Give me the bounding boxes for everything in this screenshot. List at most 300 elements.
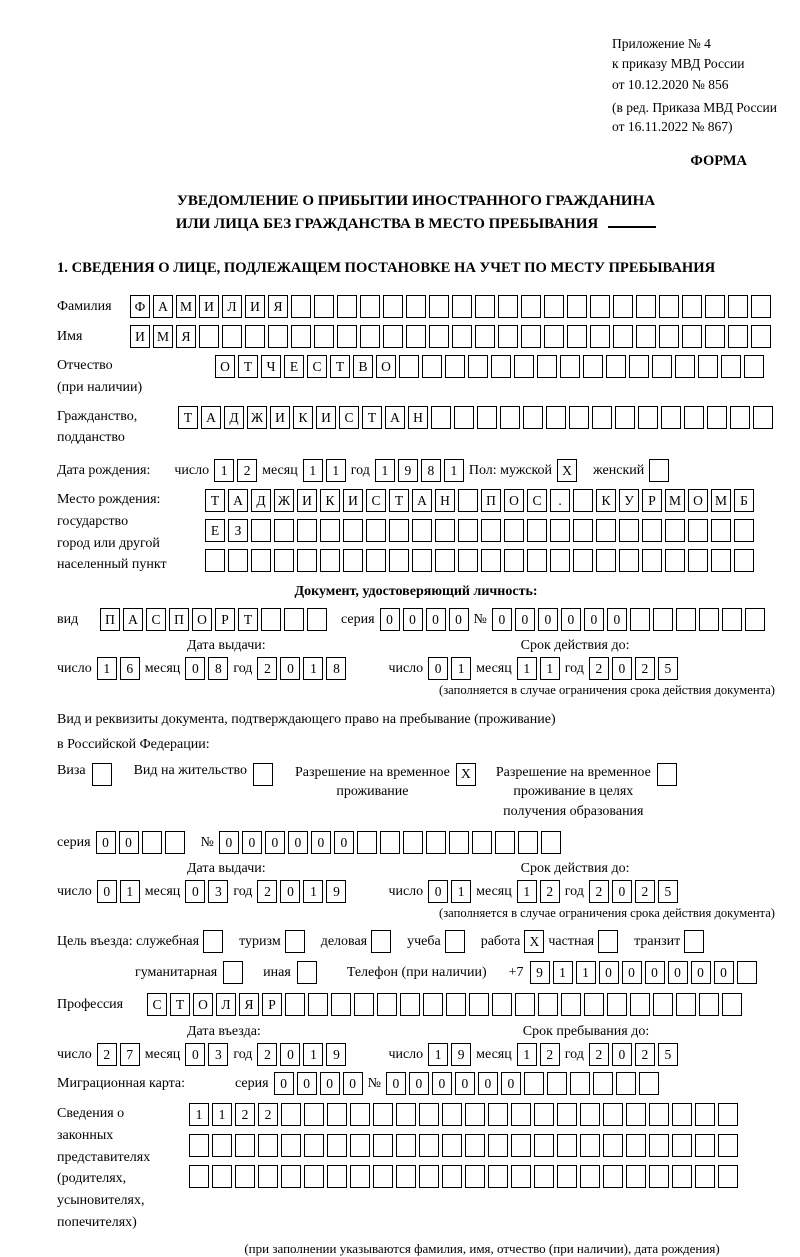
- form-cell[interactable]: [228, 549, 248, 572]
- form-cell[interactable]: [603, 1134, 623, 1157]
- form-cell[interactable]: 2: [635, 657, 655, 680]
- form-cell[interactable]: [619, 549, 639, 572]
- form-cell[interactable]: Т: [330, 355, 350, 378]
- form-cell[interactable]: [557, 1103, 577, 1126]
- form-cell[interactable]: [598, 930, 618, 953]
- form-cell[interactable]: [511, 1165, 531, 1188]
- form-cell[interactable]: 8: [421, 459, 441, 482]
- form-cell[interactable]: [630, 608, 650, 631]
- form-cell[interactable]: [468, 355, 488, 378]
- form-cell[interactable]: [472, 831, 492, 854]
- form-cell[interactable]: [488, 1134, 508, 1157]
- form-cell[interactable]: [659, 295, 679, 318]
- form-cell[interactable]: [722, 993, 742, 1016]
- form-cell[interactable]: [481, 519, 501, 542]
- form-cell[interactable]: [320, 519, 340, 542]
- form-cell[interactable]: Л: [216, 993, 236, 1016]
- form-cell[interactable]: 0: [334, 831, 354, 854]
- form-cell[interactable]: [377, 993, 397, 1016]
- form-cell[interactable]: [343, 519, 363, 542]
- form-cell[interactable]: [142, 831, 162, 854]
- form-cell[interactable]: 2: [635, 1043, 655, 1066]
- form-cell[interactable]: Ж: [247, 406, 267, 429]
- form-cell[interactable]: [458, 549, 478, 572]
- form-cell[interactable]: Т: [362, 406, 382, 429]
- form-cell[interactable]: 0: [515, 608, 535, 631]
- form-cell[interactable]: [426, 831, 446, 854]
- form-cell[interactable]: Н: [408, 406, 428, 429]
- form-cell[interactable]: И: [130, 325, 150, 348]
- form-cell[interactable]: [665, 549, 685, 572]
- form-cell[interactable]: [327, 1103, 347, 1126]
- form-cell[interactable]: [258, 1134, 278, 1157]
- form-cell[interactable]: [590, 325, 610, 348]
- form-cell[interactable]: 1: [576, 961, 596, 984]
- form-cell[interactable]: [343, 549, 363, 572]
- form-cell[interactable]: 0: [242, 831, 262, 854]
- form-cell[interactable]: Б: [734, 489, 754, 512]
- form-cell[interactable]: И: [199, 295, 219, 318]
- form-cell[interactable]: 0: [612, 1043, 632, 1066]
- form-cell[interactable]: [550, 549, 570, 572]
- form-cell[interactable]: 5: [658, 880, 678, 903]
- form-cell[interactable]: [412, 519, 432, 542]
- form-cell[interactable]: 1: [540, 657, 560, 680]
- form-cell[interactable]: [675, 355, 695, 378]
- form-cell[interactable]: [523, 406, 543, 429]
- form-cell[interactable]: [431, 406, 451, 429]
- form-cell[interactable]: [711, 519, 731, 542]
- form-cell[interactable]: [235, 1165, 255, 1188]
- form-cell[interactable]: 1: [212, 1103, 232, 1126]
- form-cell[interactable]: [423, 993, 443, 1016]
- form-cell[interactable]: 0: [185, 1043, 205, 1066]
- form-cell[interactable]: [711, 549, 731, 572]
- form-cell[interactable]: [304, 1165, 324, 1188]
- form-cell[interactable]: [521, 295, 541, 318]
- form-cell[interactable]: А: [123, 608, 143, 631]
- form-cell[interactable]: Т: [178, 406, 198, 429]
- form-cell[interactable]: 1: [214, 459, 234, 482]
- form-cell[interactable]: [189, 1134, 209, 1157]
- form-cell[interactable]: [383, 325, 403, 348]
- form-cell[interactable]: [527, 549, 547, 572]
- form-cell[interactable]: [707, 406, 727, 429]
- form-cell[interactable]: [569, 406, 589, 429]
- form-cell[interactable]: 1: [97, 657, 117, 680]
- form-cell[interactable]: [261, 608, 281, 631]
- form-cell[interactable]: [630, 993, 650, 1016]
- form-cell[interactable]: [504, 519, 524, 542]
- form-cell[interactable]: 1: [444, 459, 464, 482]
- form-cell[interactable]: А: [412, 489, 432, 512]
- form-cell[interactable]: С: [146, 608, 166, 631]
- form-cell[interactable]: [596, 549, 616, 572]
- form-cell[interactable]: [281, 1165, 301, 1188]
- form-cell[interactable]: И: [316, 406, 336, 429]
- form-cell[interactable]: [734, 549, 754, 572]
- form-cell[interactable]: 0: [403, 608, 423, 631]
- form-cell[interactable]: [649, 1103, 669, 1126]
- form-cell[interactable]: X: [456, 763, 476, 786]
- form-cell[interactable]: 1: [517, 1043, 537, 1066]
- form-cell[interactable]: 0: [185, 657, 205, 680]
- form-cell[interactable]: [452, 325, 472, 348]
- form-cell[interactable]: [561, 993, 581, 1016]
- form-cell[interactable]: [366, 549, 386, 572]
- form-cell[interactable]: [435, 519, 455, 542]
- form-cell[interactable]: [688, 519, 708, 542]
- form-cell[interactable]: Ж: [274, 489, 294, 512]
- form-cell[interactable]: 1: [303, 1043, 323, 1066]
- form-cell[interactable]: 2: [589, 657, 609, 680]
- form-cell[interactable]: П: [481, 489, 501, 512]
- form-cell[interactable]: О: [688, 489, 708, 512]
- form-cell[interactable]: [580, 1103, 600, 1126]
- form-cell[interactable]: [212, 1165, 232, 1188]
- form-cell[interactable]: [657, 763, 677, 786]
- form-cell[interactable]: 0: [622, 961, 642, 984]
- form-cell[interactable]: [445, 930, 465, 953]
- form-cell[interactable]: [488, 1165, 508, 1188]
- form-cell[interactable]: 2: [237, 459, 257, 482]
- form-cell[interactable]: X: [557, 459, 577, 482]
- form-cell[interactable]: [327, 1134, 347, 1157]
- form-cell[interactable]: [498, 295, 518, 318]
- form-cell[interactable]: [699, 608, 719, 631]
- form-cell[interactable]: [454, 406, 474, 429]
- form-cell[interactable]: [396, 1165, 416, 1188]
- form-cell[interactable]: [465, 1134, 485, 1157]
- form-cell[interactable]: 0: [584, 608, 604, 631]
- form-cell[interactable]: [403, 831, 423, 854]
- form-cell[interactable]: [350, 1103, 370, 1126]
- form-cell[interactable]: З: [228, 519, 248, 542]
- form-cell[interactable]: С: [339, 406, 359, 429]
- form-cell[interactable]: Д: [251, 489, 271, 512]
- form-cell[interactable]: [350, 1134, 370, 1157]
- form-cell[interactable]: [626, 1134, 646, 1157]
- form-cell[interactable]: 0: [185, 880, 205, 903]
- form-cell[interactable]: 0: [612, 657, 632, 680]
- form-cell[interactable]: К: [320, 489, 340, 512]
- form-cell[interactable]: 0: [428, 880, 448, 903]
- form-cell[interactable]: [274, 519, 294, 542]
- form-cell[interactable]: 0: [343, 1072, 363, 1095]
- form-cell[interactable]: И: [343, 489, 363, 512]
- form-cell[interactable]: [268, 325, 288, 348]
- form-cell[interactable]: Е: [205, 519, 225, 542]
- form-cell[interactable]: 2: [97, 1043, 117, 1066]
- form-cell[interactable]: 8: [208, 657, 228, 680]
- form-cell[interactable]: И: [297, 489, 317, 512]
- form-cell[interactable]: 0: [645, 961, 665, 984]
- form-cell[interactable]: [477, 406, 497, 429]
- form-cell[interactable]: Ч: [261, 355, 281, 378]
- form-cell[interactable]: [718, 1134, 738, 1157]
- form-cell[interactable]: 6: [120, 657, 140, 680]
- form-cell[interactable]: [722, 608, 742, 631]
- form-cell[interactable]: 0: [265, 831, 285, 854]
- form-cell[interactable]: 0: [714, 961, 734, 984]
- form-cell[interactable]: [412, 549, 432, 572]
- form-cell[interactable]: [547, 1072, 567, 1095]
- form-cell[interactable]: 0: [455, 1072, 475, 1095]
- form-cell[interactable]: [274, 549, 294, 572]
- form-cell[interactable]: 1: [303, 459, 323, 482]
- form-cell[interactable]: Н: [435, 489, 455, 512]
- form-cell[interactable]: 0: [561, 608, 581, 631]
- form-cell[interactable]: [291, 295, 311, 318]
- form-cell[interactable]: [350, 1165, 370, 1188]
- form-cell[interactable]: [445, 355, 465, 378]
- form-cell[interactable]: 0: [668, 961, 688, 984]
- form-cell[interactable]: [314, 295, 334, 318]
- form-cell[interactable]: 1: [517, 657, 537, 680]
- form-cell[interactable]: 2: [258, 1103, 278, 1126]
- form-cell[interactable]: [629, 355, 649, 378]
- form-cell[interactable]: [442, 1103, 462, 1126]
- form-cell[interactable]: 0: [280, 1043, 300, 1066]
- form-cell[interactable]: И: [270, 406, 290, 429]
- form-cell[interactable]: Ф: [130, 295, 150, 318]
- form-cell[interactable]: 0: [320, 1072, 340, 1095]
- form-cell[interactable]: 0: [492, 608, 512, 631]
- form-cell[interactable]: 1: [517, 880, 537, 903]
- form-cell[interactable]: [504, 549, 524, 572]
- form-cell[interactable]: [751, 325, 771, 348]
- form-cell[interactable]: 2: [235, 1103, 255, 1126]
- form-cell[interactable]: 0: [280, 880, 300, 903]
- form-cell[interactable]: [419, 1165, 439, 1188]
- form-cell[interactable]: [199, 325, 219, 348]
- form-cell[interactable]: [580, 1165, 600, 1188]
- form-cell[interactable]: [626, 1165, 646, 1188]
- form-cell[interactable]: Л: [222, 295, 242, 318]
- form-cell[interactable]: .: [550, 489, 570, 512]
- form-cell[interactable]: [258, 1165, 278, 1188]
- form-cell[interactable]: 0: [119, 831, 139, 854]
- form-cell[interactable]: [592, 406, 612, 429]
- form-cell[interactable]: А: [228, 489, 248, 512]
- form-cell[interactable]: [327, 1165, 347, 1188]
- form-cell[interactable]: 2: [257, 657, 277, 680]
- form-cell[interactable]: [212, 1134, 232, 1157]
- form-cell[interactable]: 0: [428, 657, 448, 680]
- form-cell[interactable]: 5: [658, 1043, 678, 1066]
- form-cell[interactable]: [165, 831, 185, 854]
- form-cell[interactable]: [285, 930, 305, 953]
- form-cell[interactable]: [465, 1103, 485, 1126]
- form-cell[interactable]: [449, 831, 469, 854]
- form-cell[interactable]: [465, 1165, 485, 1188]
- form-cell[interactable]: Т: [238, 355, 258, 378]
- form-cell[interactable]: [253, 763, 273, 786]
- form-cell[interactable]: [223, 961, 243, 984]
- form-cell[interactable]: [567, 325, 587, 348]
- form-cell[interactable]: [745, 608, 765, 631]
- form-cell[interactable]: 9: [451, 1043, 471, 1066]
- form-cell[interactable]: [291, 325, 311, 348]
- form-cell[interactable]: [495, 831, 515, 854]
- form-cell[interactable]: [534, 1165, 554, 1188]
- form-cell[interactable]: [399, 355, 419, 378]
- form-cell[interactable]: 0: [599, 961, 619, 984]
- form-cell[interactable]: [514, 355, 534, 378]
- form-cell[interactable]: [698, 355, 718, 378]
- form-cell[interactable]: П: [169, 608, 189, 631]
- form-cell[interactable]: [636, 295, 656, 318]
- form-cell[interactable]: С: [147, 993, 167, 1016]
- form-cell[interactable]: 9: [326, 880, 346, 903]
- form-cell[interactable]: 0: [280, 657, 300, 680]
- form-cell[interactable]: [672, 1165, 692, 1188]
- form-cell[interactable]: [728, 295, 748, 318]
- form-cell[interactable]: [653, 993, 673, 1016]
- form-cell[interactable]: X: [524, 930, 544, 953]
- form-cell[interactable]: [546, 406, 566, 429]
- form-cell[interactable]: 2: [257, 880, 277, 903]
- form-cell[interactable]: [308, 993, 328, 1016]
- form-cell[interactable]: [672, 1103, 692, 1126]
- form-cell[interactable]: [613, 325, 633, 348]
- form-cell[interactable]: С: [527, 489, 547, 512]
- form-cell[interactable]: 1: [303, 880, 323, 903]
- form-cell[interactable]: С: [366, 489, 386, 512]
- form-cell[interactable]: [619, 519, 639, 542]
- form-cell[interactable]: [337, 295, 357, 318]
- form-cell[interactable]: [652, 355, 672, 378]
- form-cell[interactable]: 0: [691, 961, 711, 984]
- form-cell[interactable]: [435, 549, 455, 572]
- form-cell[interactable]: 1: [303, 657, 323, 680]
- form-cell[interactable]: [616, 1072, 636, 1095]
- form-cell[interactable]: [672, 1134, 692, 1157]
- form-cell[interactable]: [203, 930, 223, 953]
- form-cell[interactable]: П: [100, 608, 120, 631]
- form-cell[interactable]: [92, 763, 112, 786]
- form-cell[interactable]: [659, 325, 679, 348]
- form-cell[interactable]: [357, 831, 377, 854]
- form-cell[interactable]: [429, 295, 449, 318]
- form-cell[interactable]: [615, 406, 635, 429]
- form-cell[interactable]: [396, 1103, 416, 1126]
- form-cell[interactable]: [596, 519, 616, 542]
- form-cell[interactable]: [570, 1072, 590, 1095]
- form-cell[interactable]: 8: [326, 657, 346, 680]
- form-cell[interactable]: 2: [540, 1043, 560, 1066]
- form-cell[interactable]: 7: [120, 1043, 140, 1066]
- form-cell[interactable]: 0: [538, 608, 558, 631]
- form-cell[interactable]: 1: [451, 657, 471, 680]
- form-cell[interactable]: 2: [589, 1043, 609, 1066]
- form-cell[interactable]: 3: [208, 1043, 228, 1066]
- form-cell[interactable]: О: [376, 355, 396, 378]
- form-cell[interactable]: Т: [238, 608, 258, 631]
- form-cell[interactable]: Я: [239, 993, 259, 1016]
- form-cell[interactable]: Т: [170, 993, 190, 1016]
- form-cell[interactable]: [537, 355, 557, 378]
- form-cell[interactable]: 9: [326, 1043, 346, 1066]
- form-cell[interactable]: [442, 1134, 462, 1157]
- form-cell[interactable]: [360, 325, 380, 348]
- form-cell[interactable]: Р: [642, 489, 662, 512]
- form-cell[interactable]: [304, 1103, 324, 1126]
- form-cell[interactable]: 1: [189, 1103, 209, 1126]
- form-cell[interactable]: [688, 549, 708, 572]
- form-cell[interactable]: О: [215, 355, 235, 378]
- form-cell[interactable]: [573, 489, 593, 512]
- form-cell[interactable]: [492, 993, 512, 1016]
- form-cell[interactable]: [583, 355, 603, 378]
- form-cell[interactable]: [419, 1134, 439, 1157]
- form-cell[interactable]: [491, 355, 511, 378]
- form-cell[interactable]: А: [153, 295, 173, 318]
- form-cell[interactable]: [649, 1165, 669, 1188]
- form-cell[interactable]: [222, 325, 242, 348]
- form-cell[interactable]: [281, 1103, 301, 1126]
- form-cell[interactable]: 0: [219, 831, 239, 854]
- form-cell[interactable]: [373, 1103, 393, 1126]
- form-cell[interactable]: [728, 325, 748, 348]
- form-cell[interactable]: [337, 325, 357, 348]
- form-cell[interactable]: [389, 549, 409, 572]
- form-cell[interactable]: [699, 993, 719, 1016]
- form-cell[interactable]: 0: [607, 608, 627, 631]
- form-cell[interactable]: [396, 1134, 416, 1157]
- form-cell[interactable]: 1: [428, 1043, 448, 1066]
- form-cell[interactable]: 0: [311, 831, 331, 854]
- form-cell[interactable]: [642, 549, 662, 572]
- form-cell[interactable]: [354, 993, 374, 1016]
- form-cell[interactable]: [603, 1103, 623, 1126]
- form-cell[interactable]: [682, 295, 702, 318]
- form-cell[interactable]: [557, 1165, 577, 1188]
- form-cell[interactable]: [567, 295, 587, 318]
- form-cell[interactable]: Я: [268, 295, 288, 318]
- form-cell[interactable]: 2: [540, 880, 560, 903]
- form-cell[interactable]: О: [192, 608, 212, 631]
- form-cell[interactable]: Р: [262, 993, 282, 1016]
- form-cell[interactable]: [380, 831, 400, 854]
- form-cell[interactable]: Т: [389, 489, 409, 512]
- form-cell[interactable]: [446, 993, 466, 1016]
- form-cell[interactable]: [541, 831, 561, 854]
- form-cell[interactable]: Е: [284, 355, 304, 378]
- form-cell[interactable]: 1: [451, 880, 471, 903]
- form-cell[interactable]: [419, 1103, 439, 1126]
- form-cell[interactable]: И: [245, 295, 265, 318]
- form-cell[interactable]: [285, 993, 305, 1016]
- form-cell[interactable]: 5: [658, 657, 678, 680]
- form-cell[interactable]: 0: [386, 1072, 406, 1095]
- form-cell[interactable]: [297, 549, 317, 572]
- form-cell[interactable]: [488, 1103, 508, 1126]
- form-cell[interactable]: [515, 993, 535, 1016]
- form-cell[interactable]: 9: [398, 459, 418, 482]
- form-cell[interactable]: [406, 325, 426, 348]
- form-cell[interactable]: [737, 961, 757, 984]
- form-cell[interactable]: [297, 519, 317, 542]
- form-cell[interactable]: [636, 325, 656, 348]
- form-cell[interactable]: [534, 1134, 554, 1157]
- form-cell[interactable]: [251, 549, 271, 572]
- form-cell[interactable]: [676, 993, 696, 1016]
- form-cell[interactable]: [751, 295, 771, 318]
- form-cell[interactable]: [695, 1165, 715, 1188]
- form-cell[interactable]: [422, 355, 442, 378]
- form-cell[interactable]: 0: [449, 608, 469, 631]
